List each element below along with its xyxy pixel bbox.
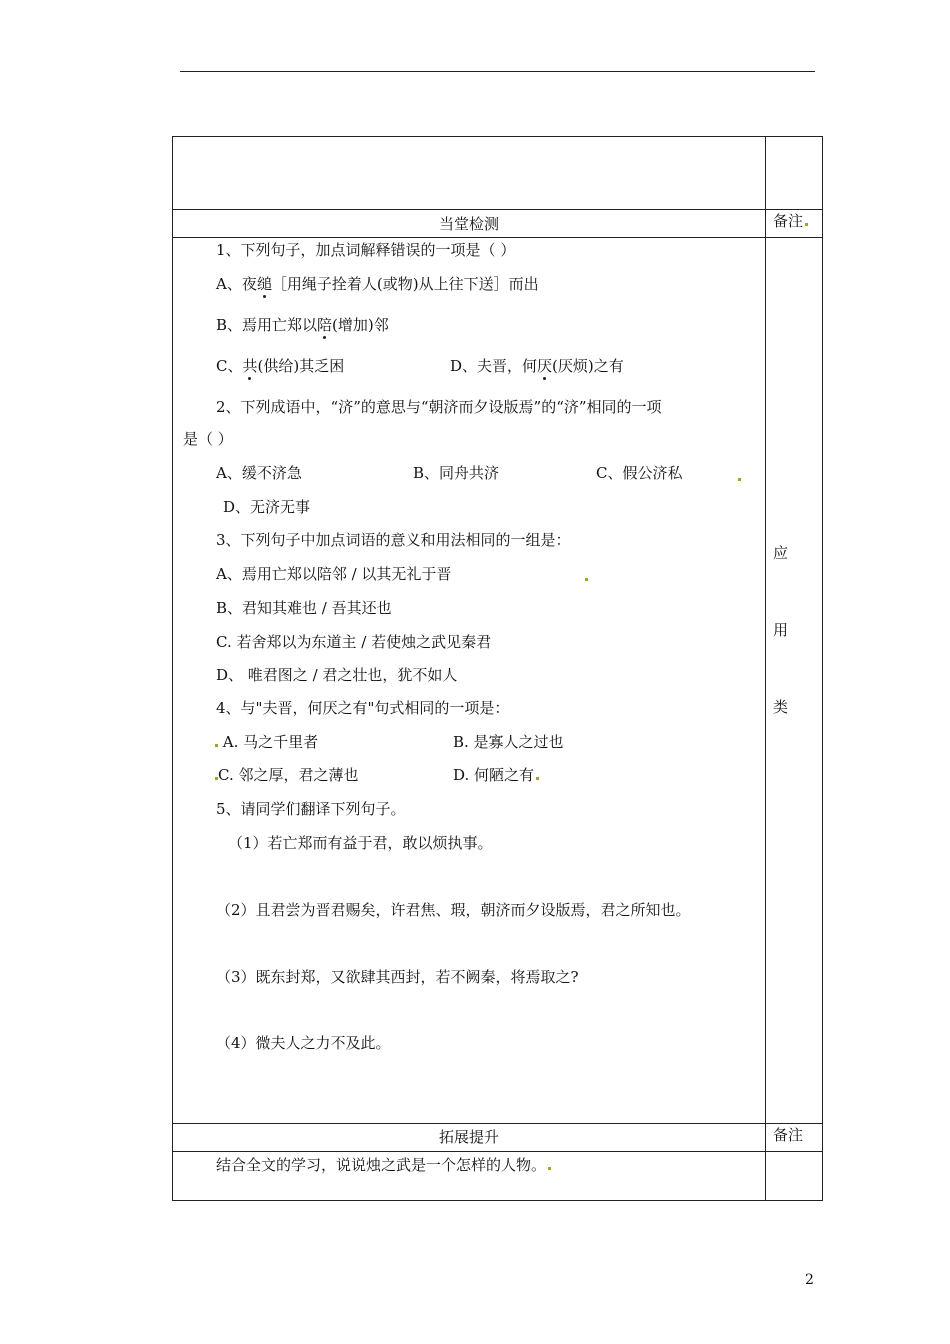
question-1-option-a: A、夜缒［用绳子拴着人(或物)从上往下送］而出 bbox=[216, 275, 539, 293]
question-5-stem: 5、请同学们翻译下列句子。 bbox=[216, 800, 406, 818]
section-note-label: 备注 bbox=[773, 211, 808, 231]
row-divider-3 bbox=[173, 1123, 822, 1124]
question-2-option-c: C、假公济私 bbox=[596, 464, 683, 482]
translation-sentence-4: （4）微夫人之力不及此。 bbox=[216, 1034, 391, 1052]
question-4-option-c: C. 邻之厚，君之薄也 bbox=[213, 765, 358, 785]
side-label-char-2: 用 bbox=[773, 621, 789, 639]
row-divider-1 bbox=[173, 209, 822, 210]
side-label-char-3: 类 bbox=[773, 698, 789, 716]
question-2-option-d: D、无济无事 bbox=[223, 498, 311, 516]
row-divider-4 bbox=[173, 1151, 822, 1152]
question-1-option-b: B、焉用亡郑以陪(增加)邻 bbox=[216, 316, 389, 334]
page-number: 2 bbox=[805, 1272, 814, 1288]
mark-dot bbox=[738, 478, 741, 481]
question-4-stem: 4、与"夫晋，何厌之有"句式相同的一项是： bbox=[216, 699, 510, 717]
row-divider-2 bbox=[173, 237, 822, 238]
translation-sentence-3: （3）既东封郑，又欲肆其西封，若不阙秦，将焉取之? bbox=[216, 968, 579, 986]
question-3-stem: 3、下列句子中加点词语的意义和用法相同的一组是： bbox=[216, 531, 571, 549]
section-title-extension: 拓展提升 bbox=[438, 1128, 499, 1146]
note-column-divider bbox=[765, 137, 766, 1200]
question-3-option-b: B、君知其难也 / 吾其还也 bbox=[216, 599, 392, 617]
question-4-option-a: A. 马之千里者 bbox=[213, 732, 318, 752]
question-2-option-b: B、同舟共济 bbox=[413, 464, 500, 482]
question-3-option-d: D、 唯君图之 / 君之壮也，犹不如人 bbox=[216, 666, 458, 684]
extension-question: 结合全文的学习，说说烛之武是一个怎样的人物。 bbox=[216, 1155, 551, 1175]
header-rule bbox=[180, 71, 815, 72]
question-2-stem-line-2: 是（ ） bbox=[183, 430, 233, 448]
question-1-option-c: C、共(供给)其乏困 bbox=[216, 357, 345, 375]
question-4-option-b: B. 是寡人之过也 bbox=[453, 733, 564, 751]
question-1-option-d: D、夫晋，何厌(厌烦)之有 bbox=[450, 357, 624, 375]
question-2-stem-line-1: 2、下列成语中，“济”的意思与“朝济而夕设版焉”的“济”相同的一项 bbox=[216, 398, 662, 416]
question-2-option-a: A、缓不济急 bbox=[216, 464, 302, 482]
question-1-stem: 1、下列句子，加点词解释错误的一项是（ ） bbox=[216, 241, 516, 259]
lesson-table bbox=[172, 136, 823, 1201]
mark-dot bbox=[585, 578, 588, 581]
section-note-label: 备注 bbox=[773, 1126, 804, 1144]
question-4-option-d: D. 何陋之有 bbox=[453, 765, 539, 785]
section-title-in-class-test: 当堂检测 bbox=[438, 215, 499, 233]
question-3-option-a: A、焉用亡郑以陪邻 / 以其无礼于晋 bbox=[216, 565, 452, 583]
translation-sentence-2: （2）且君尝为晋君赐矣，许君焦、瑕，朝济而夕设版焉，君之所知也。 bbox=[216, 901, 691, 919]
translation-sentence-1: （1）若亡郑而有益于君，敢以烦执事。 bbox=[228, 834, 493, 852]
side-label-char-1: 应 bbox=[773, 544, 789, 562]
question-3-option-c: C. 若舍郑以为东道主 / 若使烛之武见秦君 bbox=[216, 633, 492, 651]
